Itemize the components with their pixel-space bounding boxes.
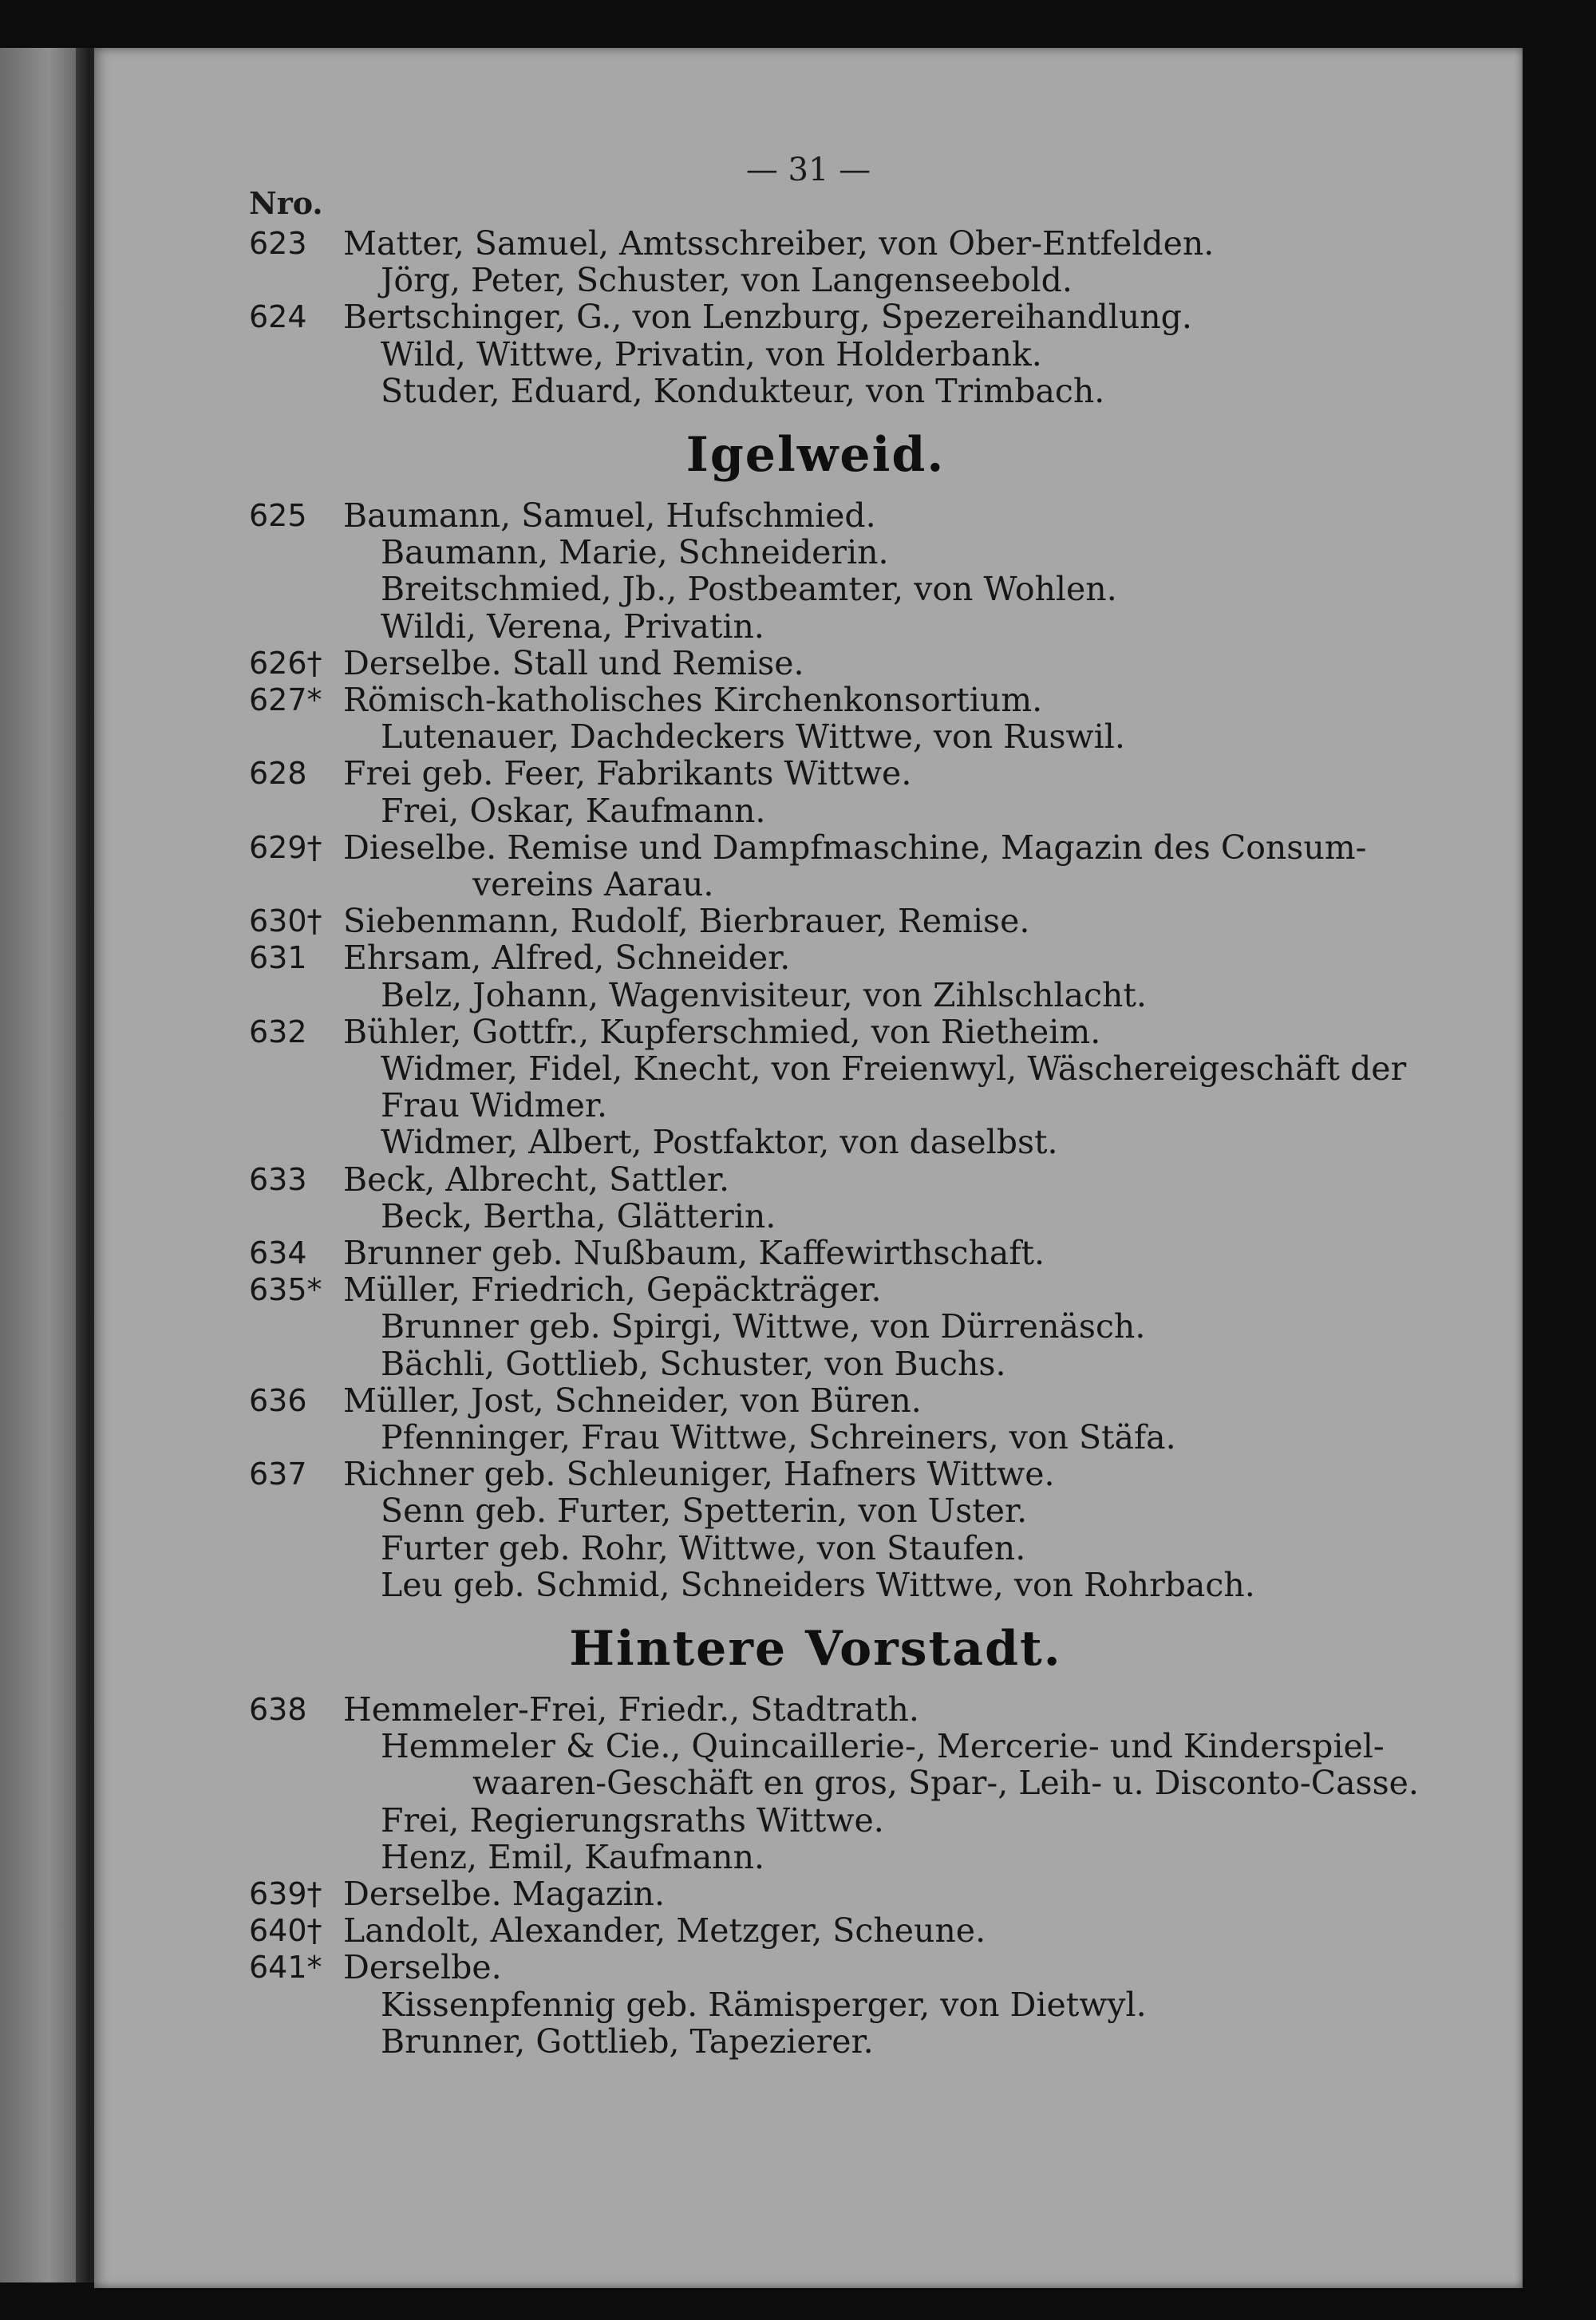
entry-text: Henz, Emil, Kaufmann. <box>381 1837 765 1876</box>
entry-text: Matter, Samuel, Amtsschreiber, von Ober-Entfelden. <box>343 224 1215 263</box>
entry-text: Müller, Jost, Schneider, von Büren. <box>343 1381 922 1420</box>
entry-text: Widmer, Albert, Postfaktor, von daselbst. <box>381 1123 1058 1162</box>
entry-text: Beck, Bertha, Glätterin. <box>381 1196 776 1235</box>
entry-text: vereins Aarau. <box>472 865 714 903</box>
entry-text: Siebenmann, Rudolf, Bierbrauer, Remise. <box>343 902 1030 941</box>
entry-number: 629† <box>249 829 322 865</box>
entry-text: Wildi, Verena, Privatin. <box>381 607 764 646</box>
entry-text: Senn geb. Furter, Spetterin, von Uster. <box>381 1492 1028 1531</box>
entry-text: Bühler, Gottfr., Kupferschmied, von Rietheim. <box>343 1012 1101 1051</box>
entry-number: 633 <box>249 1161 307 1197</box>
entry-number: 634 <box>249 1235 307 1271</box>
entry-number: 637 <box>249 1456 307 1492</box>
entry-text: Brunner geb. Spirgi, Wittwe, von Dürrenäsch. <box>381 1307 1146 1346</box>
entry-text: Römisch-katholisches Kirchenkonsortium. <box>343 681 1043 719</box>
entry-text: Brunner, Gottlieb, Tapezierer. <box>381 2022 874 2061</box>
entry-number: 624 <box>249 299 307 335</box>
entry-text: Belz, Johann, Wagenvisiteur, von Zihlschlacht. <box>381 975 1147 1014</box>
entry-text: Widmer, Fidel, Knecht, von Freienwyl, Wäschereigeschäft der <box>381 1049 1407 1088</box>
entry-text: Jörg, Peter, Schuster, von Langenseebold. <box>381 261 1073 300</box>
section-title: Igelweid. <box>685 427 946 483</box>
entry-text: Bächli, Gottlieb, Schuster, von Buchs. <box>381 1344 1006 1383</box>
section-title: Hintere Vorstadt. <box>569 1621 1062 1677</box>
entry-text: Frei, Regierungsraths Wittwe. <box>381 1800 884 1840</box>
entry-number: 627* <box>249 682 322 717</box>
entry-text: Brunner geb. Nußbaum, Kaffewirthschaft. <box>343 1234 1045 1272</box>
entry-text: Studer, Eduard, Kondukteur, von Trimbach. <box>381 371 1105 410</box>
entry-text: Breitschmied, Jb., Postbeamter, von Wohlen. <box>381 570 1117 609</box>
entry-number: 641* <box>249 1950 322 1986</box>
entry-text: Bertschinger, G., von Lenzburg, Spezereihandlung. <box>343 298 1192 337</box>
entry-number: 623 <box>249 226 307 261</box>
entry-number: 628 <box>249 756 307 792</box>
entry-text: Beck, Albrecht, Sattler. <box>343 1160 729 1199</box>
book-page <box>94 48 1523 2288</box>
entry-text: Hemmeler & Cie., Quincaillerie-, Mercerie- und Kinderspiel- <box>381 1727 1385 1766</box>
entry-text: Derselbe. <box>343 1948 502 1987</box>
entry-number: 636 <box>249 1382 307 1418</box>
entry-text: Frei geb. Feer, Fabrikants Wittwe. <box>343 754 912 793</box>
entry-text: Baumann, Samuel, Hufschmied. <box>343 496 876 535</box>
page-number: — 31 — <box>745 152 871 188</box>
entry-number: 638 <box>249 1692 307 1727</box>
entry-text: Frau Widmer. <box>381 1086 607 1125</box>
entry-text: Furter geb. Rohr, Wittwe, von Staufen. <box>381 1528 1026 1567</box>
entry-text: Müller, Friedrich, Gepäckträger. <box>343 1271 882 1310</box>
entry-number: 640† <box>249 1913 322 1949</box>
entry-text: Dieselbe. Remise und Dampfmaschine, Magazin des Consum- <box>343 828 1367 867</box>
entry-number: 639† <box>249 1876 322 1911</box>
entry-number: 625 <box>249 498 307 533</box>
entry-text: Baumann, Marie, Schneiderin. <box>381 533 889 572</box>
entry-text: Pfenninger, Frau Wittwe, Schreiners, von Stäfa. <box>381 1418 1176 1456</box>
entry-text: Frei, Oskar, Kaufmann. <box>381 791 766 830</box>
entry-text: Wild, Wittwe, Privatin, von Holderbank. <box>381 334 1042 373</box>
entry-text: Derselbe. Magazin. <box>343 1875 665 1913</box>
entry-text: Lutenauer, Dachdeckers Wittwe, von Ruswil. <box>381 717 1125 757</box>
entry-number: 626† <box>249 645 322 681</box>
entry-text: Kissenpfennig geb. Rämisperger, von Dietwyl. <box>381 1985 1147 2024</box>
entry-text: waaren-Geschäft en gros, Spar-, Leih- u. Disconto-Casse. <box>472 1764 1419 1803</box>
entry-number: 631 <box>249 940 307 976</box>
entry-text: Leu geb. Schmid, Schneiders Wittwe, von Rohrbach. <box>381 1565 1255 1604</box>
entry-text: Richner geb. Schleuniger, Hafners Wittwe. <box>343 1455 1055 1494</box>
entry-number: 630† <box>249 903 322 939</box>
entry-text: Landolt, Alexander, Metzger, Scheune. <box>343 1911 986 1950</box>
entry-text: Ehrsam, Alfred, Schneider. <box>343 939 791 978</box>
entry-number: 635* <box>249 1272 322 1308</box>
entry-text: Derselbe. Stall und Remise. <box>343 643 804 682</box>
entry-text: Hemmeler-Frei, Friedr., Stadtrath. <box>343 1690 919 1729</box>
entry-number: 632 <box>249 1014 307 1049</box>
column-header: Nro. <box>249 185 323 221</box>
